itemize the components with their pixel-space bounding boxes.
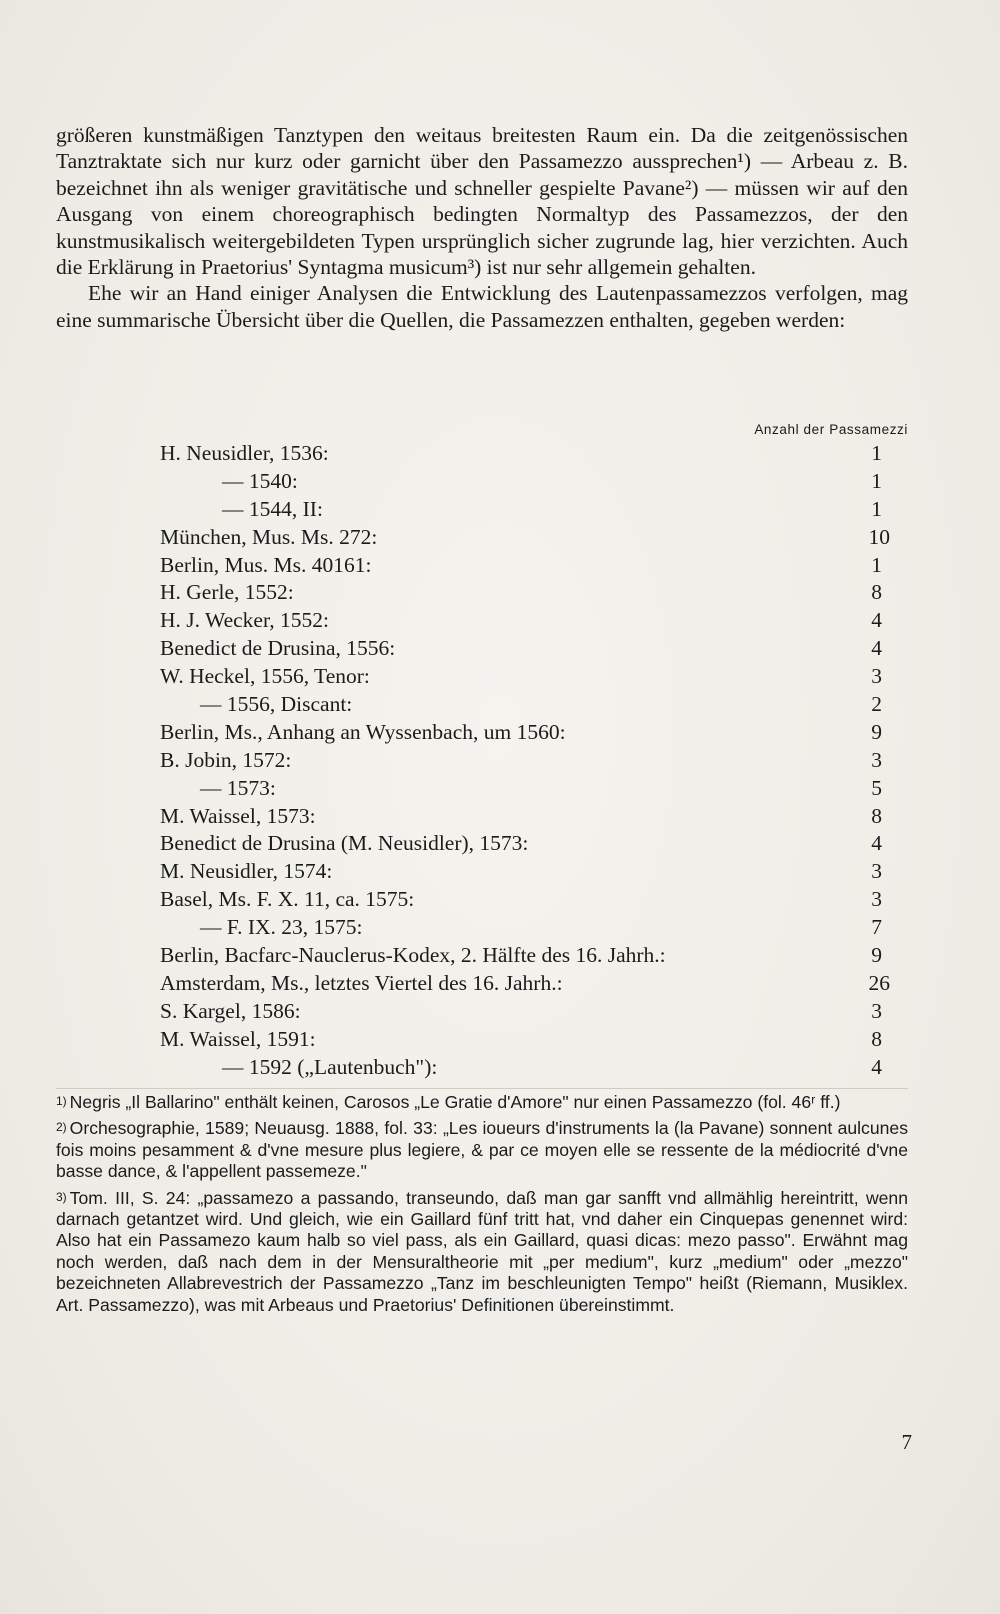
source-row xyxy=(160,719,908,747)
source-label: — 1540: xyxy=(222,468,298,493)
source-row xyxy=(160,998,908,1026)
source-label: Benedict de Drusina, 1556: xyxy=(160,636,396,661)
source-row xyxy=(160,440,908,468)
source-count: 9 xyxy=(871,943,882,968)
source-label: Basel, Ms. F. X. 11, ca. 1575: xyxy=(160,887,415,912)
source-label: B. Jobin, 1572: xyxy=(160,747,292,772)
source-count: 4 xyxy=(871,1054,882,1079)
source-row xyxy=(160,1026,908,1054)
source-label: — 1544, II: xyxy=(222,496,323,521)
source-label: H. Neusidler, 1536: xyxy=(160,441,329,465)
source-row xyxy=(160,663,908,691)
source-row xyxy=(160,691,908,719)
footnote-text: Tom. III, S. 24: „passamezo a passando, transeundo, daß man gar sanfft vnd allmählig hereintritt, wenn darnach getantzet wird. Und gleich, wie ein Gaillard fünf tritt hat, vnd daher ein Cinquepas genennet wird: Also hat ein Passamezo kaum halb so viel pass, als ein Gaillard, quasi dicas: mezo passo". Erwähnt mag noch werden, daß nach dem in der Mensuraltheorie mit „per medium", kurz „medium" oder „mezzo" bezeichneten Allabrevestrich der Passamezzo „Tanz im beschleunigten Tempo" heißt (Riemann, Musiklex. Art. Passamezzo), was mit Arbeaus und Praetorius' Definitionen übereinstimmt. xyxy=(56,1187,908,1315)
source-count: 1 xyxy=(871,441,882,465)
source-count: 3 xyxy=(871,747,882,772)
page-number: 7 xyxy=(901,1430,912,1454)
source-row xyxy=(160,468,908,496)
source-row xyxy=(160,775,908,803)
source-row xyxy=(160,579,908,607)
source-count: 8 xyxy=(871,803,882,828)
footnote-text: Negris „Il Ballarino" enthält keinen, Carosos „Le Gratie d'Amore" nur einen Passamezzo (fol. 46ʳ ff.) xyxy=(69,1092,841,1112)
source-label: H. Gerle, 1552: xyxy=(160,580,294,605)
footnote-text: Orchesographie, 1589; Neuausg. 1888, fol. 33: „Les ioueurs d'instruments la (la Pavane) sonnent aulcunes fois moins pesamment & d'vne mesure plus legiere, & par ce moyen elle se ressente de la médiocrité d'vne basse dance, & l'appellent passemeze." xyxy=(56,1118,908,1182)
source-row xyxy=(160,886,908,914)
source-label: Benedict de Drusina (M. Neusidler), 1573: xyxy=(160,831,529,856)
source-label: — F. IX. 23, 1575: xyxy=(200,915,363,940)
footnote-mark: 1) xyxy=(56,1094,67,1108)
footnote-rule xyxy=(56,1088,908,1089)
source-label: H. J. Wecker, 1552: xyxy=(160,608,329,633)
source-label: München, Mus. Ms. 272: xyxy=(160,524,378,549)
source-row xyxy=(160,942,908,970)
source-row xyxy=(160,524,908,552)
source-row xyxy=(160,858,908,886)
source-row xyxy=(160,607,908,635)
source-label: M. Waissel, 1591: xyxy=(160,1026,316,1051)
source-count: 26 xyxy=(868,970,890,995)
sources-rows xyxy=(160,440,908,1081)
source-count: 7 xyxy=(871,915,882,940)
paragraph: größeren kunstmäßigen Tanztypen den weitaus breitesten Raum ein. Da die zeitgenössischen Tanztraktate sich nur kurz oder garnicht über den Passamezzo aussprechen¹) — Arbeau z. B. bezeichnet ihn als weniger gravitätische und schneller gespielte Pavane²) — müssen wir auf den Ausgang von einem choreographisch bedingten Normaltyp des Passamezzos, der den kunstmusikalisch weitergebildeten Typen ursprünglich sicher zugrunde lag, hier verzichten. Auch die Erklärung in Praetorius' Syntagma musicum³) ist nur sehr allgemein gehalten. xyxy=(56,123,908,280)
source-count: 1 xyxy=(871,468,882,493)
source-count: 4 xyxy=(871,831,882,856)
source-label: — 1592 („Lautenbuch"): xyxy=(222,1054,438,1079)
source-count: 1 xyxy=(871,552,882,577)
source-row xyxy=(160,496,908,524)
footnote xyxy=(56,1117,908,1182)
source-count: 8 xyxy=(871,1026,882,1051)
source-label: M. Neusidler, 1574: xyxy=(160,859,333,884)
source-label: M. Waissel, 1573: xyxy=(160,803,316,828)
footnote xyxy=(56,1091,908,1113)
source-count: 4 xyxy=(871,608,882,633)
count-column-header: Anzahl der Passamezzi xyxy=(754,422,908,437)
footnote-mark: 2) xyxy=(56,1120,67,1135)
source-count: 2 xyxy=(871,692,882,717)
source-label: Berlin, Mus. Ms. 40161: xyxy=(160,552,372,577)
source-count: 5 xyxy=(871,775,882,800)
source-row xyxy=(160,803,908,831)
source-count: 8 xyxy=(871,580,882,605)
source-count: 3 xyxy=(871,998,882,1023)
source-count: 3 xyxy=(871,887,882,912)
source-row xyxy=(160,552,908,580)
source-count: 9 xyxy=(871,719,882,744)
footnote-mark: 3) xyxy=(56,1189,67,1204)
source-label: — 1573: xyxy=(200,775,276,800)
source-label: S. Kargel, 1586: xyxy=(160,998,301,1023)
source-row xyxy=(160,914,908,942)
source-label: Amsterdam, Ms., letztes Viertel des 16. Jahrh.: xyxy=(160,970,563,995)
source-count: 1 xyxy=(871,496,882,521)
footnotes xyxy=(56,1091,908,1320)
footnote xyxy=(56,1187,908,1316)
source-row xyxy=(160,970,908,998)
source-count: 4 xyxy=(871,636,882,661)
paragraph: Ehe wir an Hand einiger Analysen die Entwicklung des Lautenpassamezzos verfolgen, mag eine summarische Übersicht über die Quellen, die Passamezzen enthalten, gegeben werden: xyxy=(56,281,908,332)
source-count: 3 xyxy=(871,859,882,884)
source-label: Berlin, Bacfarc-Nauclerus-Kodex, 2. Hälfte des 16. Jahrh.: xyxy=(160,943,666,968)
source-row xyxy=(160,1054,908,1082)
source-row xyxy=(160,747,908,775)
source-label: — 1556, Discant: xyxy=(200,692,353,717)
body-text xyxy=(56,122,908,333)
source-row xyxy=(160,830,908,858)
source-label: Berlin, Ms., Anhang an Wyssenbach, um 1560: xyxy=(160,719,566,744)
source-count: 10 xyxy=(868,524,890,549)
source-count: 3 xyxy=(871,664,882,689)
source-label: W. Heckel, 1556, Tenor: xyxy=(160,664,370,689)
source-row xyxy=(160,635,908,663)
